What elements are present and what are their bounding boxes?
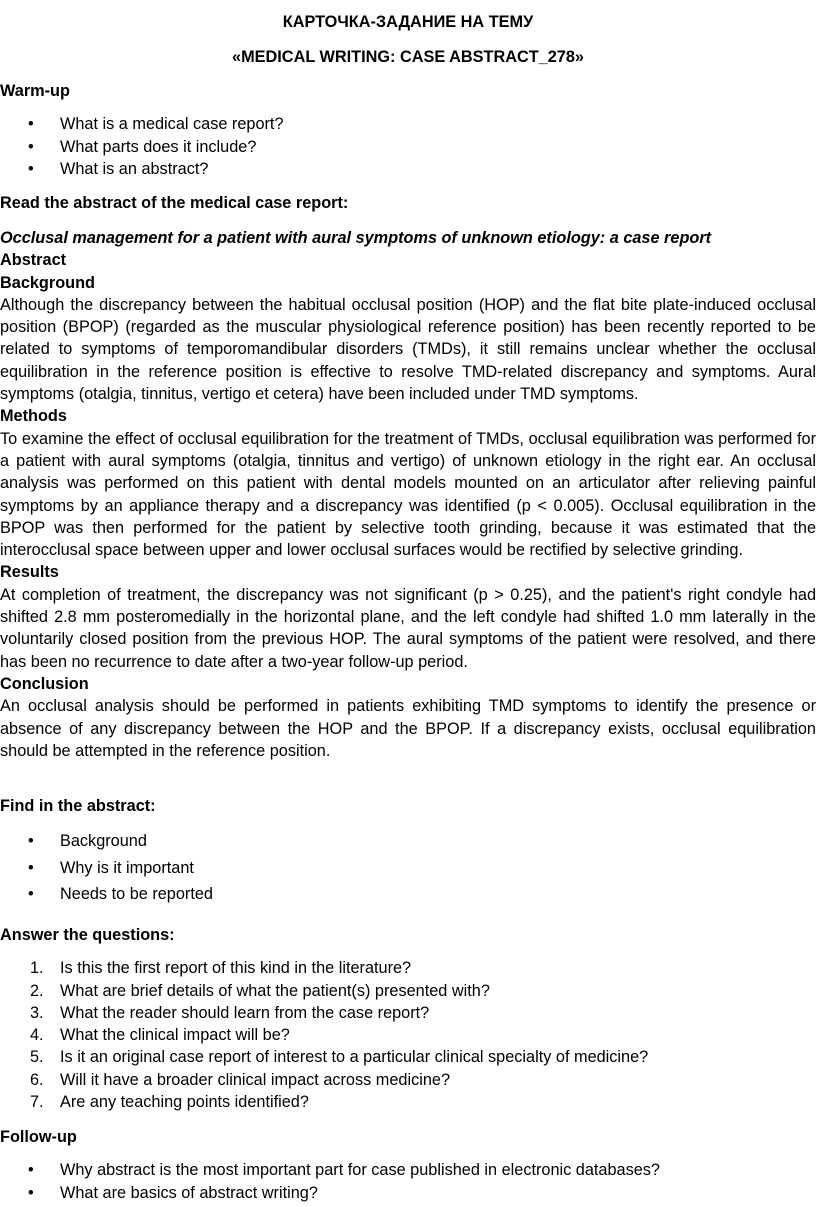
list-item	[0, 957, 816, 979]
followup-section	[0, 1126, 816, 1204]
list-item	[0, 980, 816, 1002]
list-item: • Background	[0, 828, 816, 855]
list-item	[0, 1024, 816, 1046]
list-item	[0, 1046, 816, 1068]
warmup-list	[0, 113, 816, 180]
abstract-label: Abstract	[0, 251, 67, 270]
list-item	[0, 1091, 816, 1113]
list-item: • What is an abstract?	[0, 158, 816, 180]
item-number: 1.	[30, 959, 44, 978]
list-item: • What are basics of abstract writing?	[0, 1182, 816, 1204]
item-text: Is this the first report of this kind in the literature?	[60, 959, 412, 978]
answer-section	[0, 924, 816, 1113]
item-text: Are any teaching points identified?	[60, 1093, 309, 1112]
find-heading: Find in the abstract:	[0, 797, 156, 815]
list-item: • What is a medical case report?	[0, 113, 816, 135]
list-item: • Why abstract is the most important part for case published in electronic databases?	[0, 1159, 816, 1181]
list-item	[0, 1002, 816, 1024]
followup-list	[0, 1159, 816, 1204]
results-label: Results	[0, 563, 59, 582]
followup-heading: Follow-up	[0, 1128, 77, 1146]
list-item: • Why is it important	[0, 855, 816, 882]
page-title: КАРТОЧКА-ЗАДАНИЕ НА ТЕМУ	[282, 13, 534, 31]
item-number: 2.	[30, 981, 44, 1000]
list-item	[0, 1069, 816, 1091]
read-heading: Read the abstract of the medical case report:	[0, 194, 349, 212]
item-number: 3.	[30, 1003, 44, 1022]
warmup-section	[0, 80, 816, 180]
page-subtitle: «MEDICAL WRITING: CASE ABSTRACT_278»	[232, 48, 584, 66]
list-item: • Needs to be reported	[0, 881, 816, 908]
results-text: At completion of treatment, the discrepancy was not significant (p > 0.25), and the patient's right condyle had shifted 2.8 mm posteromedially in the horizontal plane, and the left condyle had shifted 1.0 mm laterally in the voluntarily closed position from the previous HOP. The aural symptoms of the patient were resolved, and there has been no recurrence to date after a two-year follow-up period.	[0, 585, 816, 671]
warmup-heading: Warm-up	[0, 82, 70, 100]
item-number: 7.	[30, 1093, 44, 1112]
item-number: 4.	[30, 1026, 44, 1045]
item-text: What the clinical impact will be?	[60, 1026, 290, 1045]
methods-text: To examine the effect of occlusal equilibration for the treatment of TMDs, occlusal equilibration was performed for a patient with aural symptoms (otalgia, tinnitus and vertigo) of unknown etiology in the right ear. An occlusal analysis was performed on this patient with dental models mounted on an articulator after relieving painful symptoms by an appliance therapy and a discrepancy was identified (p < 0.005). Occlusal equilibration in the BPOP was then performed for the patient by selective tooth grinding, because it was estimated that the interocclusal space between upper and lower occlusal surfaces would be rectified by selective grinding.	[0, 429, 816, 560]
item-text: Is it an original case report of interest to a particular clinical specialty of medicine?	[60, 1048, 649, 1067]
item-text: What the reader should learn from the case report?	[60, 1003, 430, 1022]
article-title: Occlusal management for a patient with aural symptoms of unknown etiology: a case report	[0, 229, 712, 247]
article-section	[0, 227, 816, 762]
item-text: Will it have a broader clinical impact across medicine?	[60, 1070, 451, 1089]
methods-label: Methods	[0, 407, 67, 426]
item-number: 6.	[30, 1070, 44, 1089]
conclusion-label: Conclusion	[0, 674, 89, 693]
background-text: Although the discrepancy between the habitual occlusal position (HOP) and the flat bite plate-induced occlusal position (BPOP) (regarded as the muscular physiological reference position) has been recently reported to be related to symptoms of temporomandibular disorders (TMDs), it still remains unclear whether the occlusal equilibration in the reference position is effective to resolve TMD-related discrepancy and symptoms. Aural symptoms (otalgia, tinnitus, vertigo et cetera) have been included under TMD symptoms.	[0, 295, 816, 404]
background-label: Background	[0, 273, 95, 292]
item-number: 5.	[30, 1048, 44, 1067]
answer-list	[0, 957, 816, 1113]
list-item: • What parts does it include?	[0, 136, 816, 158]
item-text: What are brief details of what the patient(s) presented with?	[60, 981, 490, 1000]
find-section	[0, 795, 816, 908]
find-list	[0, 828, 816, 908]
answer-heading: Answer the questions:	[0, 926, 175, 944]
conclusion-text: An occlusal analysis should be performed in patients exhibiting TMD symptoms to identify the presence or absence of any discrepancy between the HOP and the BPOP. If a discrepancy exists, occlusal equilibration should be attempted in the reference position.	[0, 697, 816, 760]
